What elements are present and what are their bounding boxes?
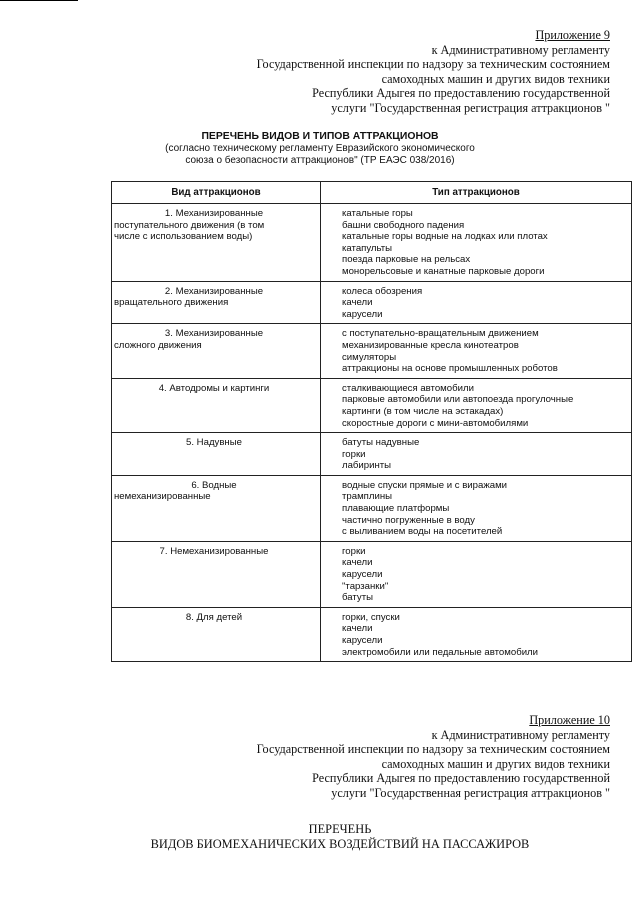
- attraction-types-cell: [321, 541, 632, 607]
- attraction-kind-cell: [112, 281, 321, 324]
- table-row: [112, 433, 632, 476]
- attraction-types-cell: [321, 281, 632, 324]
- attraction-type-item: электромобили или педальные автомобили: [342, 646, 539, 658]
- annex-9-title: Приложение 9: [535, 28, 610, 42]
- attraction-kind-cell: [112, 607, 321, 661]
- attraction-type-item: сталкивающиеся автомобили: [342, 382, 474, 394]
- attraction-kind-line: вращательного движения: [114, 297, 229, 309]
- attraction-kind-title: 7. Немеханизированные: [159, 545, 269, 557]
- attractions-table: [111, 181, 632, 662]
- attraction-type-item: катальные горы водные на лодках или плотах: [342, 231, 548, 243]
- attraction-types-cell: [321, 204, 632, 282]
- list-subtitle-line: союза о безопасности аттракционов" (ТР ЕАЭС 038/2016): [185, 155, 455, 166]
- list-title: ПЕРЕЧЕНЬ ВИДОВ И ТИПОВ АТТРАКЦИОНОВ: [201, 131, 439, 142]
- attraction-kind-cell: [112, 541, 321, 607]
- attraction-kind-cell: [112, 475, 321, 541]
- attraction-kind-title: 8. Для детей: [185, 611, 243, 623]
- annex-9-header: [257, 28, 610, 116]
- attraction-kind-title: 2. Механизированные: [164, 285, 264, 297]
- attraction-type-item: частично погруженные в воду: [342, 514, 475, 526]
- attraction-type-item: "тарзанки": [342, 580, 389, 592]
- annex-10-line: самоходных машин и других видов техники: [381, 756, 610, 771]
- annex-10-line: к Административному регламенту: [431, 727, 610, 742]
- attraction-type-item: башни свободного падения: [342, 219, 465, 231]
- table-row: [112, 607, 632, 661]
- attraction-type-item: механизированные кресла кинотеатров: [342, 339, 519, 351]
- table-row: [112, 281, 632, 324]
- table-body: [112, 204, 632, 662]
- attraction-kind-cell: [112, 204, 321, 282]
- attraction-type-item: батуты: [342, 592, 373, 604]
- attraction-kind-title: 6. Водные: [191, 479, 237, 491]
- attraction-type-item: скоростные дороги с мини-автомобилями: [342, 417, 529, 429]
- attraction-type-item: колеса обозрения: [342, 285, 423, 297]
- biomechanical-title-line: ВИДОВ БИОМЕХАНИЧЕСКИХ ВОЗДЕЙСТВИЙ НА ПАССАЖИРОВ: [150, 837, 530, 851]
- table-header-row: [112, 182, 632, 204]
- attraction-kind-title: 3. Механизированные: [164, 328, 264, 340]
- attraction-kind-title: 1. Механизированные: [164, 208, 264, 219]
- attraction-kind-line: поступательного движения (в том: [114, 219, 265, 231]
- table-row: [112, 204, 632, 282]
- table-row: [112, 378, 632, 432]
- attraction-type-item: катапульты: [342, 242, 393, 254]
- biomechanical-title-line: ПЕРЕЧЕНЬ: [308, 822, 372, 836]
- attraction-type-item: горки: [342, 448, 366, 460]
- attraction-types-cell: [321, 607, 632, 661]
- attraction-type-item: симуляторы: [342, 351, 397, 363]
- attraction-type-item: горки, спуски: [342, 611, 400, 623]
- attraction-type-item: качели: [342, 557, 373, 569]
- attraction-kind-line: немеханизированные: [114, 491, 211, 503]
- annex-9-line: Республики Адыгея по предоставлению государственной: [312, 86, 610, 101]
- attraction-kind-title: 4. Автодромы и картинги: [158, 382, 270, 394]
- annex-10-line: Республики Адыгея по предоставлению государственной: [312, 771, 610, 786]
- annex-9-line: Государственной инспекции по надзору за техническим состоянием: [256, 57, 610, 72]
- attraction-kind-cell: [112, 378, 321, 432]
- attraction-type-item: с выливанием воды на посетителей: [342, 526, 503, 538]
- annex-10-title: Приложение 10: [529, 713, 610, 727]
- attraction-types-cell: [321, 378, 632, 432]
- attraction-kind-line: сложного движения: [114, 339, 202, 351]
- annex-10-line: услуги "Государственная регистрация аттракционов ": [331, 785, 610, 800]
- attraction-type-item: картинги (в том числе на эстакадах): [342, 405, 504, 417]
- attraction-kind-line: числе с использованием воды): [114, 231, 253, 243]
- list-subtitle: [110, 143, 530, 167]
- annex-9-line: к Административному регламенту: [431, 42, 610, 57]
- table-row: [112, 541, 632, 607]
- attraction-type-item: с поступательно-вращательным движением: [342, 328, 539, 340]
- attraction-type-item: поезда парковые на рельсах: [342, 254, 471, 266]
- table-row: [112, 324, 632, 378]
- attraction-kind-cell: [112, 324, 321, 378]
- attraction-type-item: карусели: [342, 308, 383, 320]
- attraction-type-item: батуты надувные: [342, 437, 420, 449]
- attraction-type-item: горки: [342, 545, 366, 557]
- attraction-type-item: парковые автомобили или автопоезда прогулочные: [342, 394, 574, 406]
- attraction-kind-cell: [112, 433, 321, 476]
- attraction-type-item: плавающие платформы: [342, 503, 450, 515]
- table-row: [112, 475, 632, 541]
- annex-9-line: самоходных машин и других видов техники: [381, 71, 610, 86]
- scan-edge-line: [0, 0, 78, 1]
- attraction-type-item: карусели: [342, 635, 383, 646]
- header-type: Тип аттракционов: [321, 182, 632, 204]
- header-kind: Вид аттракционов: [112, 182, 321, 204]
- attraction-types-cell: [321, 433, 632, 476]
- attraction-type-item: качели: [342, 623, 373, 635]
- biomechanical-list-title: [140, 822, 540, 852]
- attraction-type-item: трамплины: [342, 491, 393, 503]
- attraction-type-item: лабиринты: [342, 460, 392, 472]
- attraction-type-item: катальные горы: [342, 208, 413, 219]
- annex-9-line: услуги "Государственная регистрация аттракционов ": [331, 100, 610, 115]
- attraction-type-item: аттракционы на основе промышленных роботов: [342, 363, 558, 375]
- attraction-types-cell: [321, 324, 632, 378]
- list-subtitle-line: (согласно техническому регламенту Евразийского экономического: [165, 143, 475, 154]
- annex-10-line: Государственной инспекции по надзору за техническим состоянием: [256, 742, 610, 757]
- attraction-type-item: монорельсовые и канатные парковые дороги: [342, 265, 545, 277]
- annex-10-header: [257, 713, 610, 801]
- attraction-kind-title: 5. Надувные: [186, 437, 242, 449]
- attraction-type-item: водные спуски прямые и с виражами: [342, 479, 508, 491]
- attraction-types-cell: [321, 475, 632, 541]
- attraction-type-item: качели: [342, 297, 373, 309]
- attraction-type-item: карусели: [342, 569, 383, 581]
